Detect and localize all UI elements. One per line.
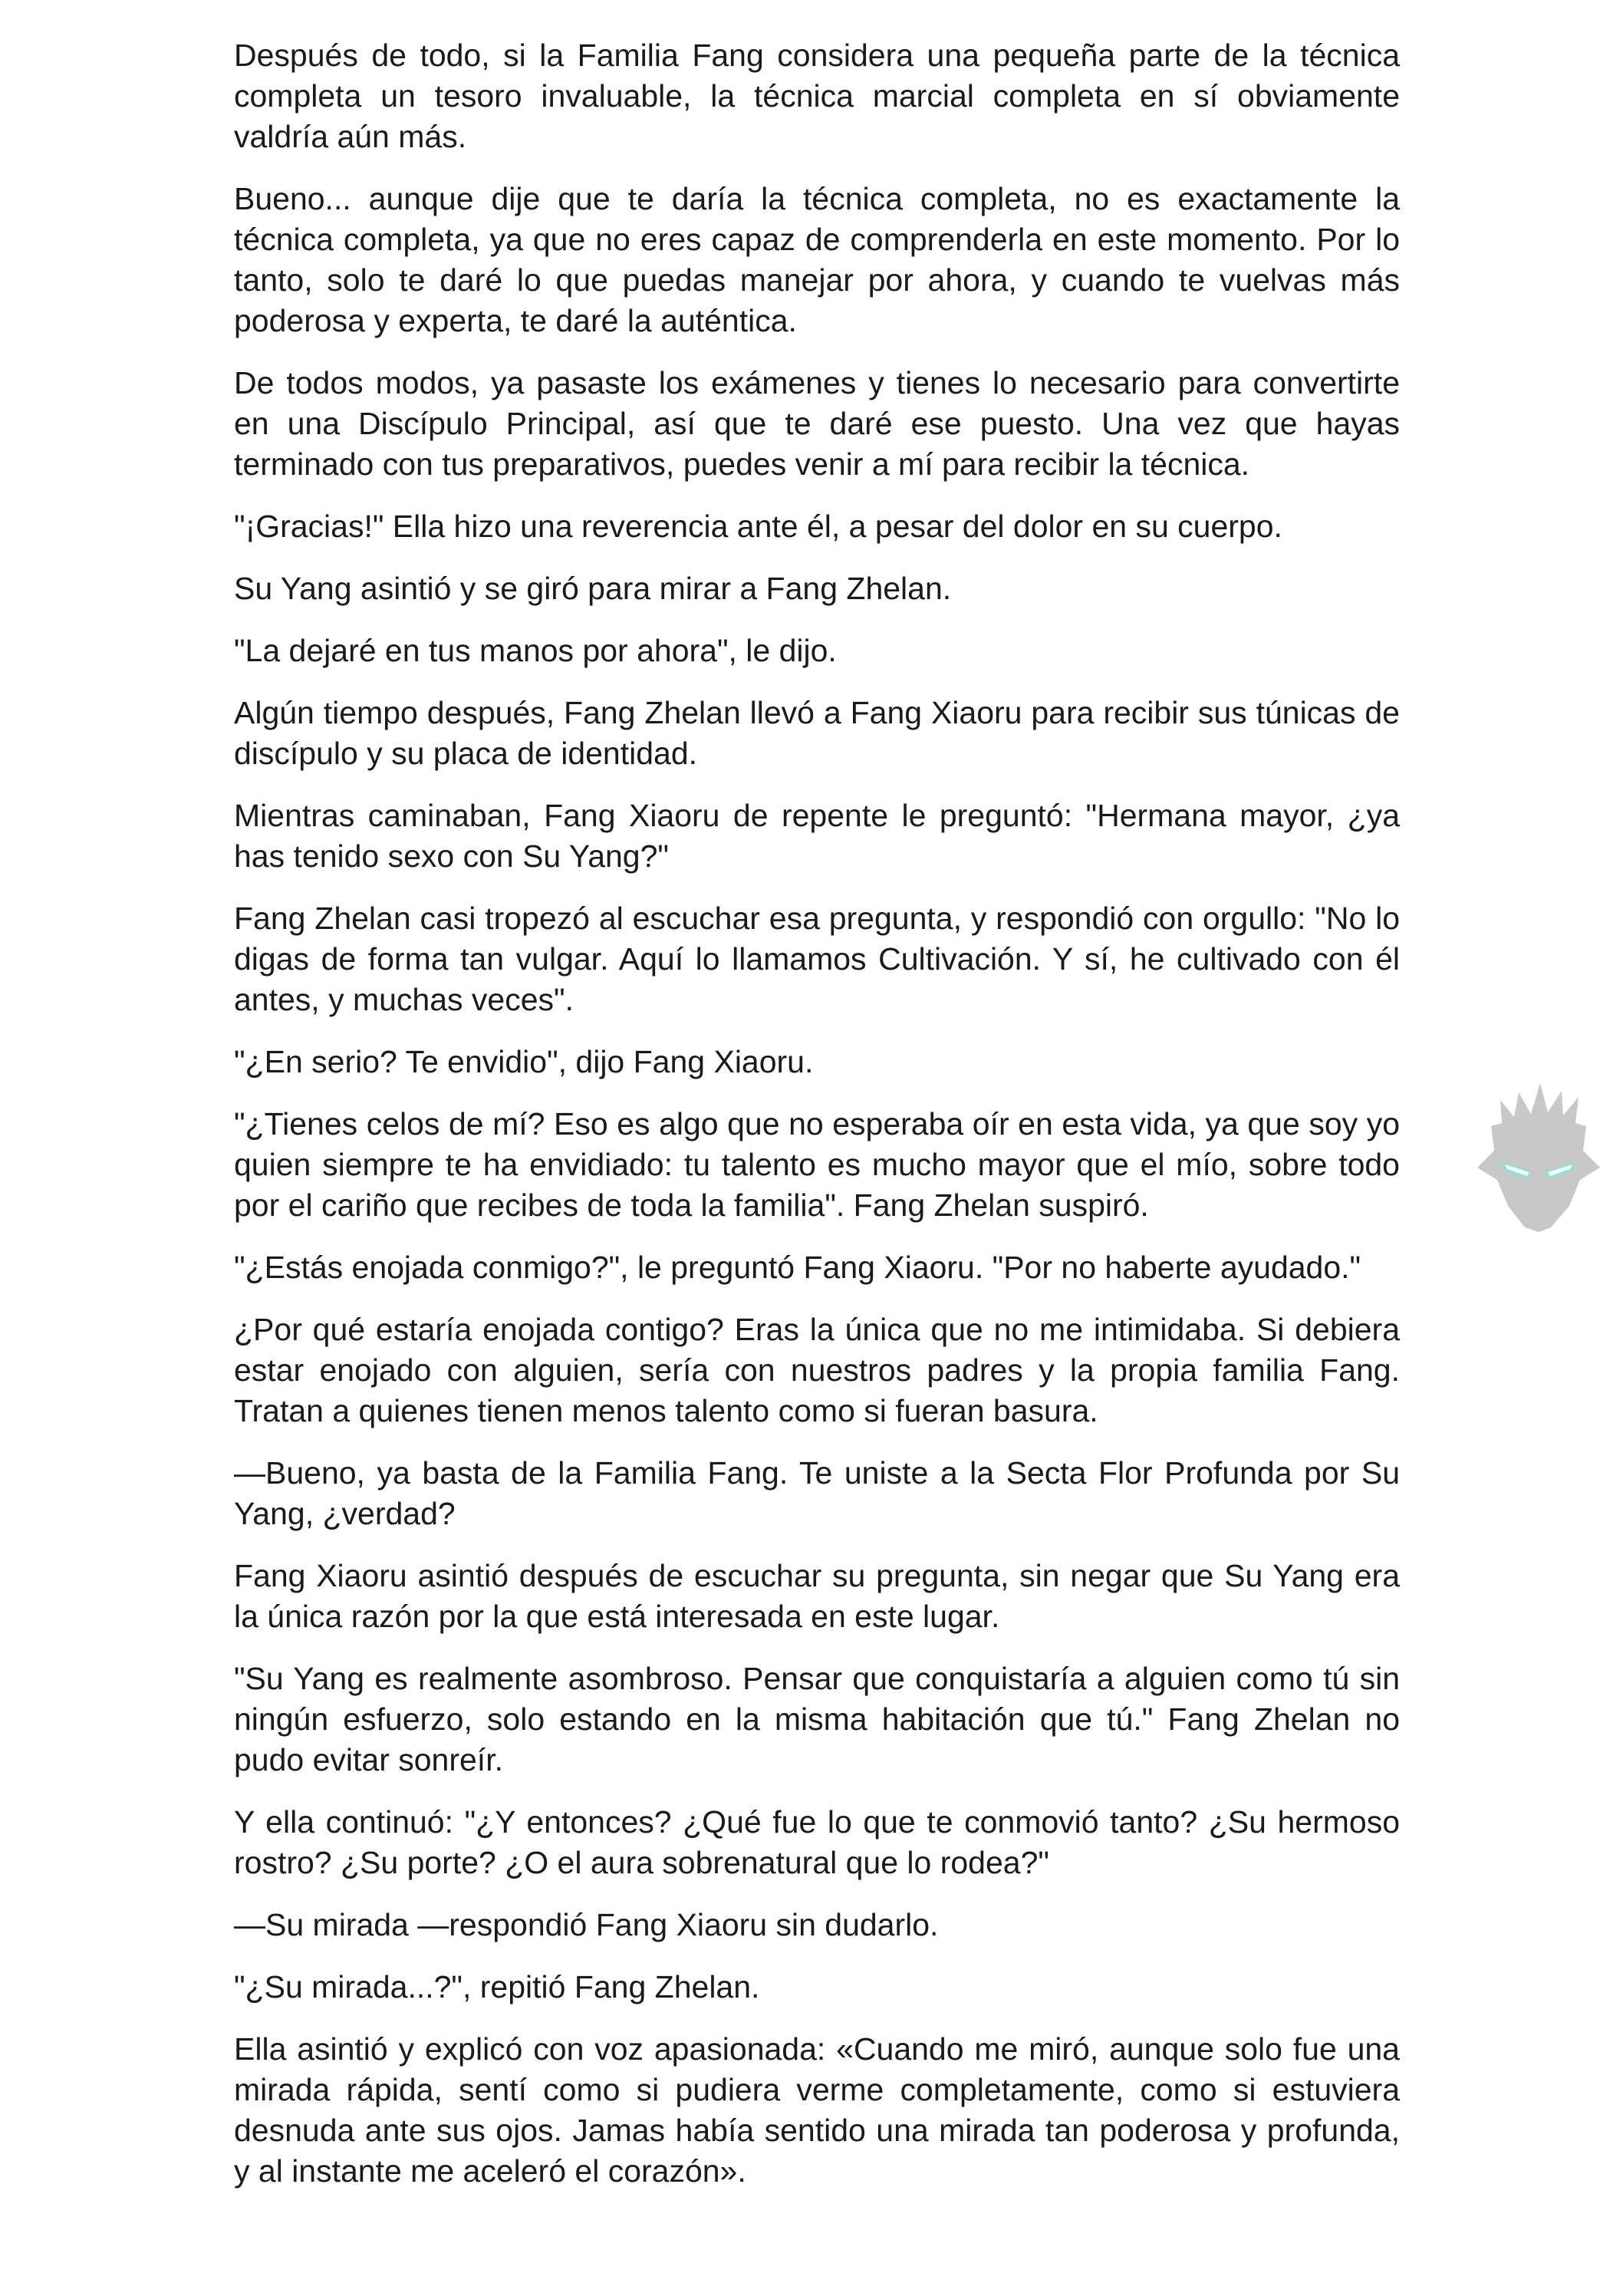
- paragraph-16: "Su Yang es realmente asombroso. Pensar que conquistaría a alguien como tú sin ningún esfuerzo, solo estando en la misma habitación que tú." Fang Zhelan no pudo evitar sonreír.: [234, 1661, 1400, 1777]
- paragraph-2: Bueno... aunque dije que te daría la técnica completa, no es exactamente la técnica completa, ya que no eres capaz de comprenderla en este momento. Por lo tanto, solo te daré lo que puedas manejar por ahora, y cuando te vuelvas más poderosa y experta, te daré la auténtica.: [234, 181, 1400, 338]
- paragraph-17: Y ella continuó: "¿Y entonces? ¿Qué fue lo que te conmovió tanto? ¿Su hermoso rostro? ¿Su porte? ¿O el aura sobrenatural que lo rodea?": [234, 1804, 1400, 1880]
- paragraph-4: "¡Gracias!" Ella hizo una reverencia ante él, a pesar del dolor en su cuerpo.: [234, 509, 1282, 544]
- paragraph-12: "¿Estás enojada conmigo?", le preguntó Fang Xiaoru. "Por no haberte ayudado.": [234, 1250, 1361, 1285]
- paragraph-3: De todos modos, ya pasaste los exámenes y tienes lo necesario para convertirte en una Discípulo Principal, así que te daré ese puesto. Una vez que hayas terminado con tus preparativos, puedes venir a mí para recibir la técnica.: [234, 365, 1400, 482]
- paragraph-10: "¿En serio? Te envidio", dijo Fang Xiaoru.: [234, 1044, 814, 1079]
- paragraph-13: ¿Por qué estaría enojada contigo? Eras la única que no me intimidaba. Si debiera estar enojado con alguien, sería con nuestros padres y la propia familia Fang. Tratan a quienes tienen menos talento como si fueran basura.: [234, 1312, 1400, 1428]
- paragraph-11: "¿Tienes celos de mí? Eso es algo que no esperaba oír en esta vida, ya que soy yo quien siempre te ha envidiado: tu talento es mucho mayor que el mío, sobre todo por el cariño que recibes de toda la familia". Fang Zhelan suspiró.: [234, 1106, 1400, 1223]
- paragraph-7: Algún tiempo después, Fang Zhelan llevó a Fang Xiaoru para recibir sus túnicas de discípulo y su placa de identidad.: [234, 695, 1400, 771]
- paragraph-5: Su Yang asintió y se giró para mirar a Fang Zhelan.: [234, 571, 952, 606]
- paragraph-1: Después de todo, si la Familia Fang considera una pequeña parte de la técnica completa un tesoro invaluable, la técnica marcial completa en sí obviamente valdría aún más.: [234, 38, 1400, 154]
- watermark-logo: [1471, 1077, 1605, 1234]
- text-body: [234, 35, 1400, 2213]
- paragraph-8: Mientras caminaban, Fang Xiaoru de repente le preguntó: "Hermana mayor, ¿ya has tenido sexo con Su Yang?": [234, 798, 1400, 874]
- paragraph-9: Fang Zhelan casi tropezó al escuchar esa pregunta, y respondió con orgullo: "No lo digas de forma tan vulgar. Aquí lo llamamos Cultivación. Y sí, he cultivado con él antes, y muchas veces".: [234, 901, 1400, 1017]
- demon-head-icon: [1471, 1077, 1605, 1234]
- paragraph-19: "¿Su mirada...?", repitió Fang Zhelan.: [234, 1969, 760, 2004]
- paragraph-15: Fang Xiaoru asintió después de escuchar su pregunta, sin negar que Su Yang era la única razón por la que está interesada en este lugar.: [234, 1558, 1400, 1634]
- paragraph-18: —Su mirada —respondió Fang Xiaoru sin dudarlo.: [234, 1907, 939, 1942]
- paragraph-14: —Bueno, ya basta de la Familia Fang. Te uniste a la Secta Flor Profunda por Su Yang, ¿verdad?: [234, 1455, 1400, 1531]
- paragraph-6: "La dejaré en tus manos por ahora", le dijo.: [234, 633, 837, 668]
- paragraph-20: Ella asintió y explicó con voz apasionada: «Cuando me miró, aunque solo fue una mirada rápida, sentí como si pudiera verme completamente, como si estuviera desnuda ante sus ojos. Jamas había sentido una mirada tan poderosa y profunda, y al instante me aceleró el corazón».: [234, 2031, 1400, 2189]
